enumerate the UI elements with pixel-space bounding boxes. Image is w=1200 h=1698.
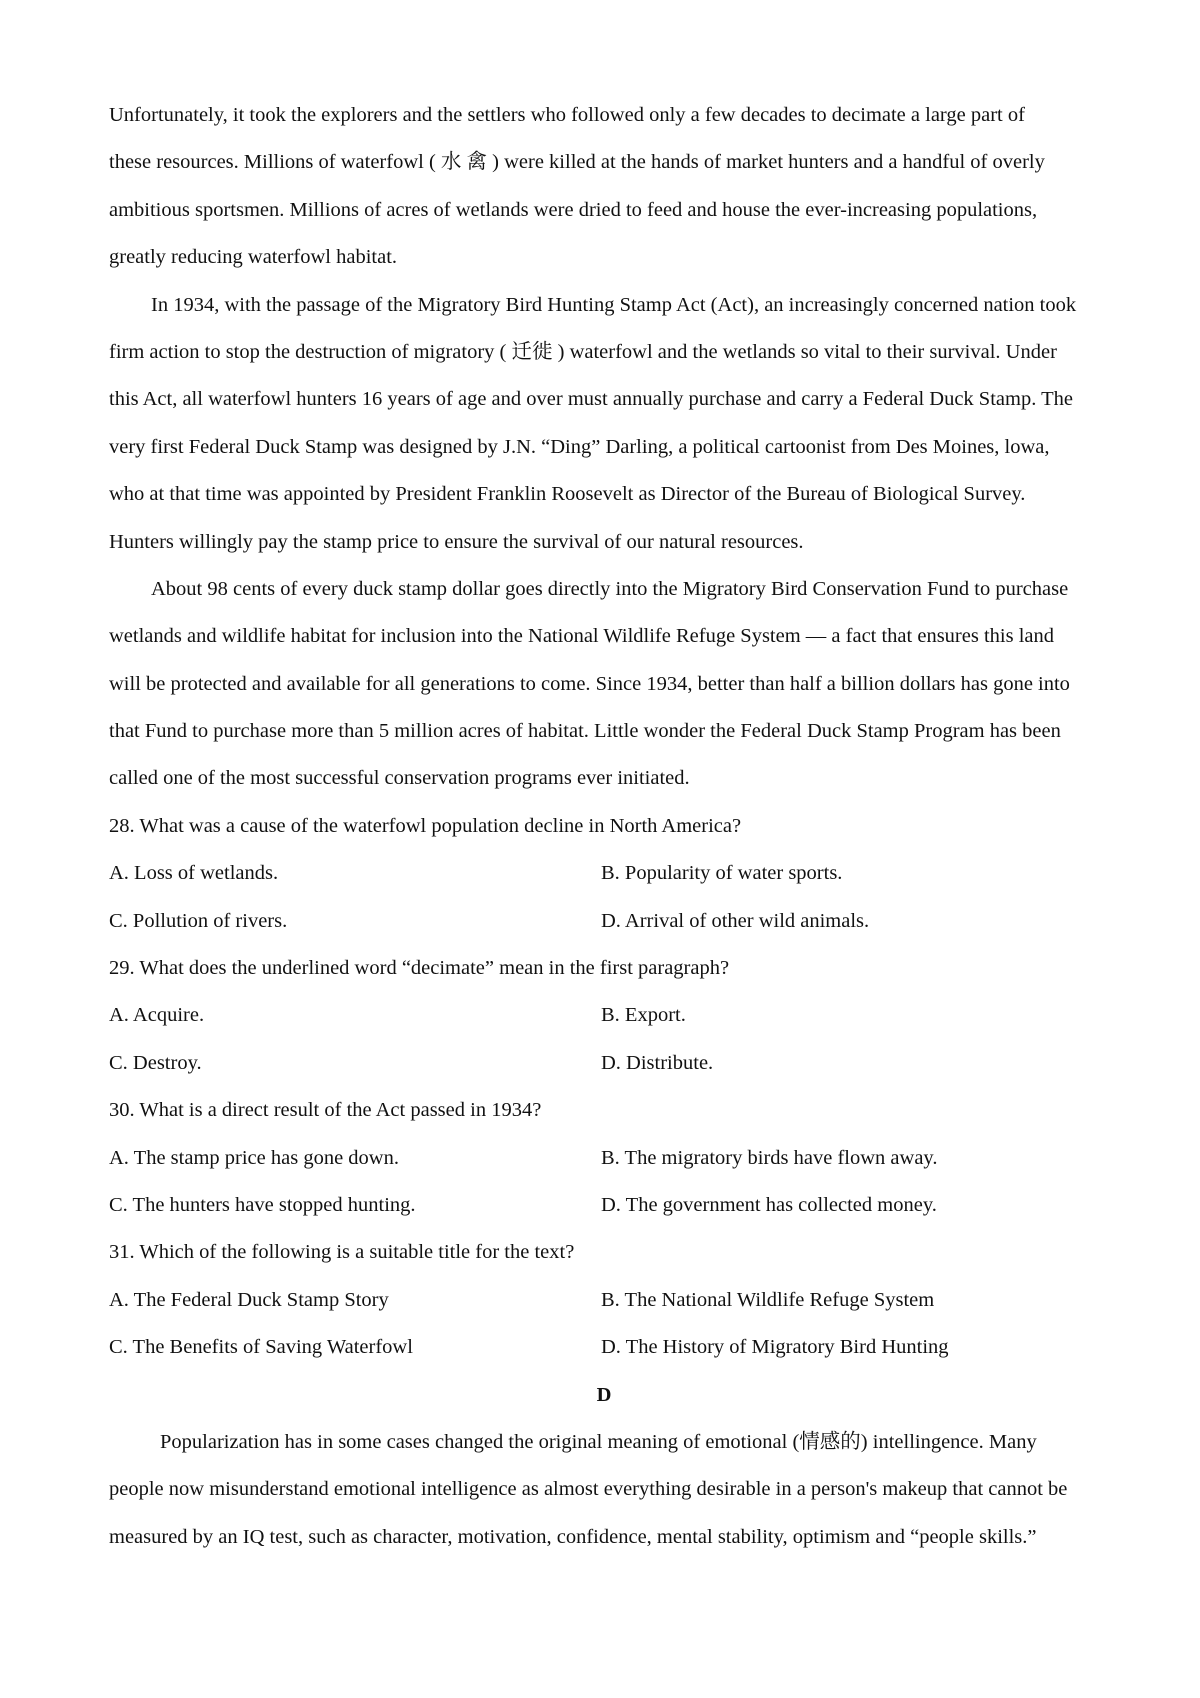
text-line: called one of the most successful conservation programs ever initiated. xyxy=(109,767,690,790)
option-a: A. Acquire. xyxy=(109,1004,205,1027)
text-line: In 1934, with the passage of the Migratory Bird Hunting Stamp Act (Act), an increasingly concerned nation took xyxy=(151,293,1077,316)
text-line: Popularization has in some cases changed the original meaning of emotional (情感的) intellingence. Many xyxy=(160,1430,1037,1453)
question-stem: 31. Which of the following is a suitable title for the text? xyxy=(109,1241,575,1264)
text-line: About 98 cents of every duck stamp dollar goes directly into the Migratory Bird Conservation Fund to purchase xyxy=(151,577,1069,600)
option-d: D. The History of Migratory Bird Hunting xyxy=(601,1336,949,1359)
option-a: A. The stamp price has gone down. xyxy=(109,1146,399,1169)
question-stem: 28. What was a cause of the waterfowl population decline in North America? xyxy=(109,814,742,837)
option-row xyxy=(109,992,1099,1039)
option-d: D. The government has collected money. xyxy=(601,1193,937,1216)
option-c: C. Pollution of rivers. xyxy=(109,909,288,932)
option-row xyxy=(109,898,1099,945)
option-b: B. Popularity of water sports. xyxy=(601,862,843,885)
text-line: ambitious sportsmen. Millions of acres of wetlands were dried to feed and house the ever-increasing populations, xyxy=(109,198,1038,221)
option-c: C. Destroy. xyxy=(109,1051,202,1074)
option-a: A. Loss of wetlands. xyxy=(109,862,279,885)
text-line: Unfortunately, it took the explorers and the settlers who followed only a few decades to decimate a large part of xyxy=(109,104,1025,126)
text-line: Hunters willingly pay the stamp price to ensure the survival of our natural resources. xyxy=(109,530,804,553)
passage-d-paragraph-1 xyxy=(109,1419,1099,1561)
option-b: B. The migratory birds have flown away. xyxy=(601,1146,938,1169)
text-line: measured by an IQ test, such as character, motivation, confidence, mental stability, optimism and “people skills.” xyxy=(109,1525,1037,1548)
option-b: B. The National Wildlife Refuge System xyxy=(601,1288,935,1311)
text-line: greatly reducing waterfowl habitat. xyxy=(109,246,398,269)
text-line: people now misunderstand emotional intelligence as almost everything desirable in a person's makeup that cannot be xyxy=(109,1478,1068,1501)
section-heading-d: D xyxy=(596,1383,612,1406)
option-a: A. The Federal Duck Stamp Story xyxy=(109,1288,389,1311)
text-line: this Act, all waterfowl hunters 16 years of age and over must annually purchase and carry a Federal Duck Stamp. The xyxy=(109,388,1073,411)
text-line: that Fund to purchase more than 5 million acres of habitat. Little wonder the Federal Duck Stamp Program has been xyxy=(109,720,1061,743)
option-d: D. Distribute. xyxy=(601,1051,714,1074)
text-line: wetlands and wildlife habitat for inclusion into the National Wildlife Refuge System — a fact that ensures this land xyxy=(109,625,1054,648)
text-line: very first Federal Duck Stamp was designed by J.N. “Ding” Darling, a political cartoonist from Des Moines, lowa, xyxy=(109,435,1050,458)
option-row xyxy=(109,1135,1099,1182)
passage-c-paragraph-2 xyxy=(109,282,1099,566)
option-c: C. The Benefits of Saving Waterfowl xyxy=(109,1336,413,1359)
question-30 xyxy=(109,1087,1099,1229)
question-29 xyxy=(109,945,1099,1087)
question-28 xyxy=(109,803,1099,945)
passage-c-paragraph-3 xyxy=(109,566,1099,803)
option-row xyxy=(109,1040,1099,1087)
text-line: these resources. Millions of waterfowl ( 水 禽 ) were killed at the hands of market hunters and a handful of overly xyxy=(109,151,1045,174)
option-row xyxy=(109,1182,1099,1229)
text-line: who at that time was appointed by President Franklin Roosevelt as Director of the Bureau of Biological Survey. xyxy=(109,483,1026,506)
option-c: C. The hunters have stopped hunting. xyxy=(109,1193,416,1216)
document-page xyxy=(109,92,1099,1561)
option-b: B. Export. xyxy=(601,1004,686,1027)
question-stem: 29. What does the underlined word “decimate” mean in the first paragraph? xyxy=(109,957,730,980)
passage-c-paragraph-1 xyxy=(109,92,1099,282)
option-row xyxy=(109,1277,1099,1324)
question-31 xyxy=(109,1229,1099,1371)
option-d: D. Arrival of other wild animals. xyxy=(601,909,870,932)
text-line: firm action to stop the destruction of migratory ( 迁徙 ) waterfowl and the wetlands so vital to their survival. Under xyxy=(109,340,1057,363)
option-row xyxy=(109,850,1099,897)
text-line: will be protected and available for all generations to come. Since 1934, better than half a billion dollars has gone into xyxy=(109,672,1070,695)
question-stem: 30. What is a direct result of the Act passed in 1934? xyxy=(109,1099,542,1122)
option-row xyxy=(109,1324,1099,1371)
